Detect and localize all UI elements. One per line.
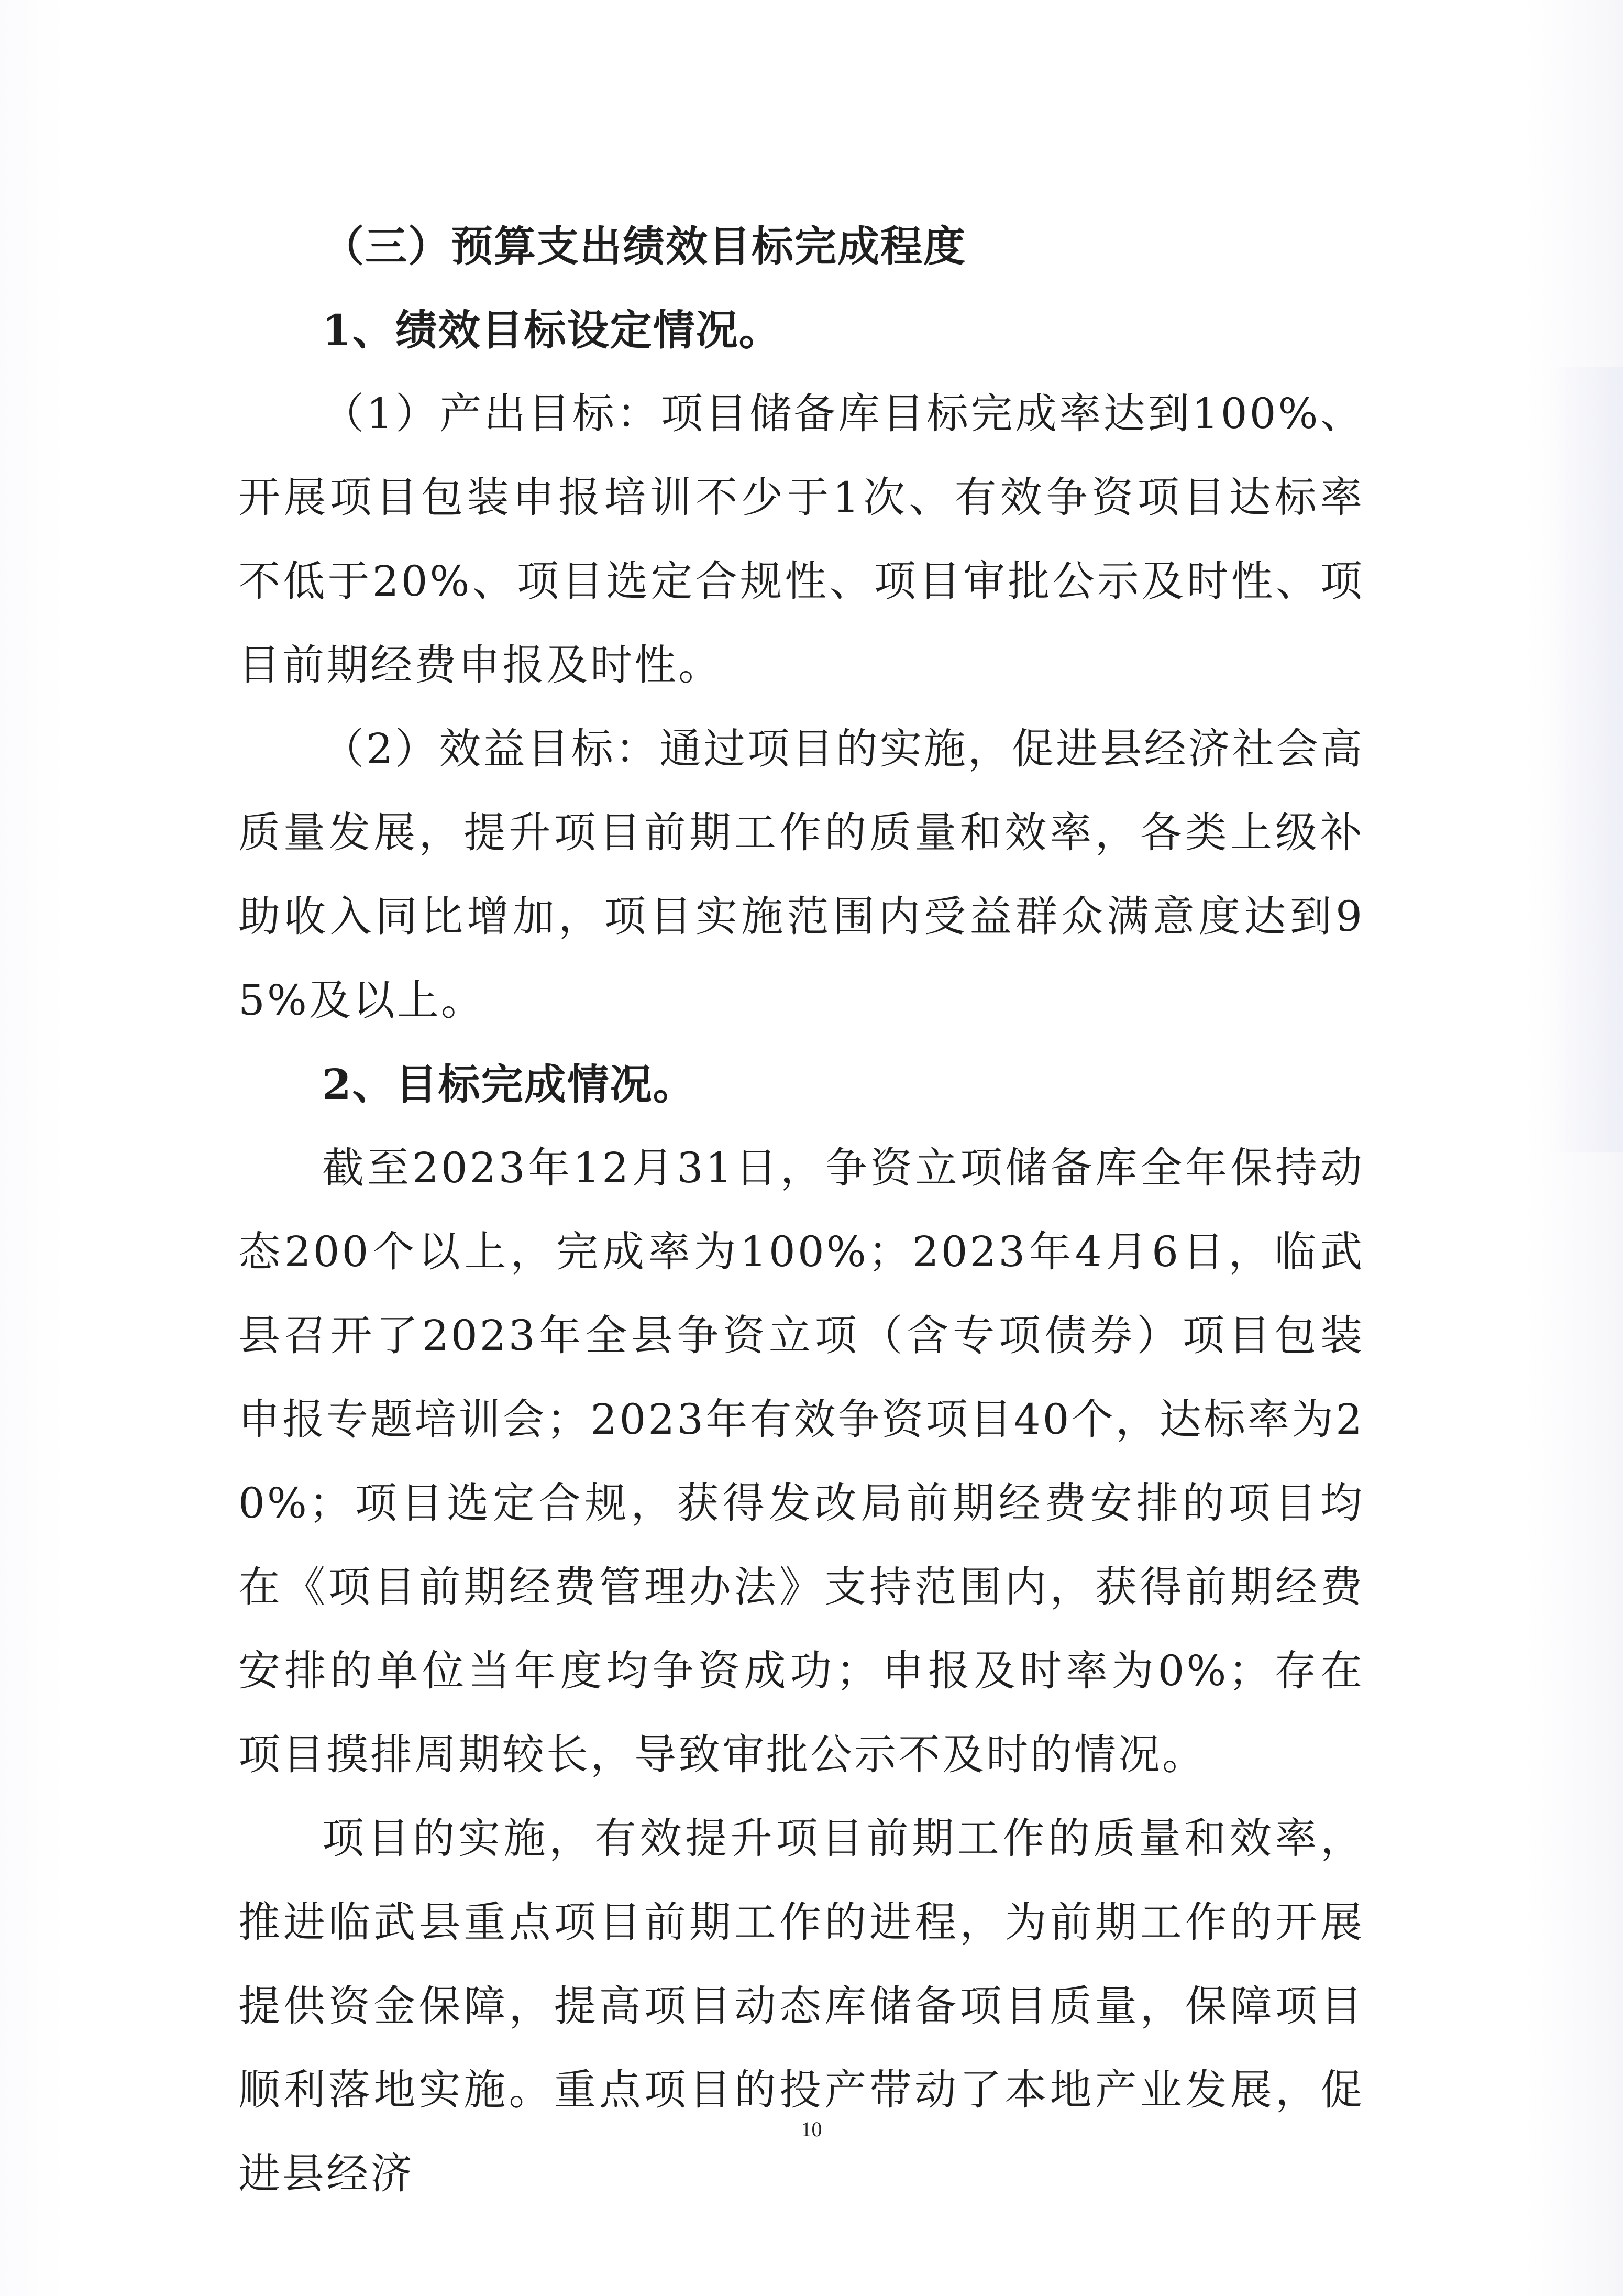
paragraph-completion-status: 截至2023年12月31日，争资立项储备库全年保持动态200个以上，完成率为100%；2023年4月6日，临武县召开了2023年全县争资立项（含专项债券）项目包装申报专题培训会；2023年有效争资项目40个，达标率为20%；项目选定合规，获得发改局前期经费安排的项目均在《项目前期经费管理办法》支持范围内，获得前期经费安排的单位当年度均争资成功；申报及时率为0%；存在项目摸排周期较长，导致审批公示不及时的情况。	[238, 1144, 1364, 1779]
page-number: 10	[801, 2117, 822, 2141]
document-body	[238, 204, 1364, 2216]
paragraph-implementation-effect: 项目的实施，有效提升项目前期工作的质量和效率，推进临武县重点项目前期工作的进程，为前期工作的开展提供资金保障，提高项目动态库储备项目质量，保障项目顺利落地实施。重点项目的投产带动了本地产业发展，促进县经济	[238, 1814, 1364, 2198]
paragraph-benefit-target: （2）效益目标：通过项目的实施，促进县经济社会高质量发展，提升项目前期工作的质量和效率，各类上级补助收入同比增加，项目实施范围内受益群众满意度达到95%及以上。	[238, 724, 1364, 1025]
scan-shadow	[1550, 367, 1623, 1152]
section-heading: （三）预算支出绩效目标完成程度	[322, 222, 966, 271]
subheading-target-completion: 2、目标完成情况。	[322, 1060, 696, 1109]
paragraph-output-target: （1）产出目标：项目储备库目标完成率达到100%、开展项目包装申报培训不少于1次、有效争资项目达标率不低于20%、项目选定合规性、项目审批公示及时性、项目前期经费申报及时性。	[238, 389, 1364, 689]
subheading-target-setting: 1、绩效目标设定情况。	[322, 305, 782, 355]
